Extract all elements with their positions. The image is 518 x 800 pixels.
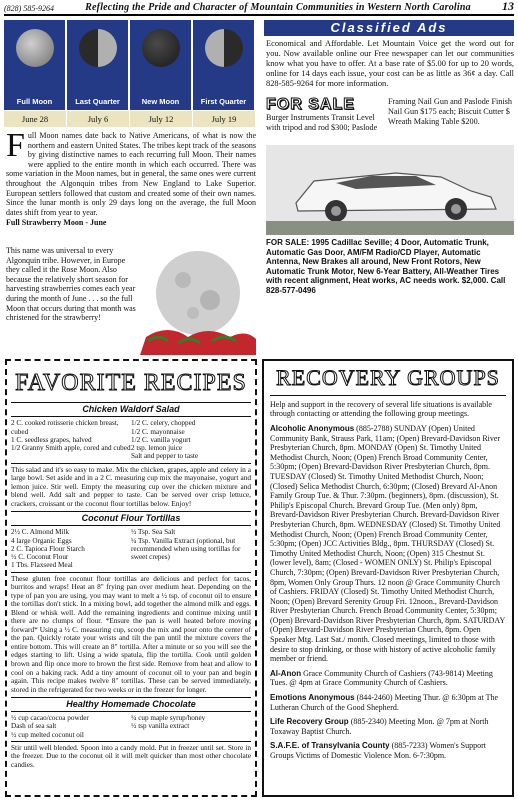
recipe-instructions: These gluten free coconut flour tortillas are delicious and perfect for tacos, burritos and wraps! Heat an 8" frying pan over medium heat. Depending on the type of pan you are using, you may want to melt a ½ tsp. of coconut oil to ensure the tortillas don't stick. In a mixing bowl, add together the almond milk and eggs. Blend or whisk well. Add the remaining ingredients and continue mixing until there are no clumps of flour. *Ensure the pan is well heated before moving forward* Using a ½ C. measuring cup, scoop the mix and pour onto the center of the pan. Quickly rotate your wrists and tilt the pan until the mixture covers the entire bottom. This will create an 8" tortilla. After a minute or so you will see the edges starting to lift. Using a wide spatula, flip the tortilla. Cook until golden brown and flip once more to brown the first side. Remove from heat and allow to cool on a baking rack. Add a tiny amount of coconut oil to your pan and begin again. This recipe makes twelve 8" tortillas. These can be served immediately, stored in the refrigerated for two weeks or in the freezer for longer. bbox=[11, 573, 251, 694]
recovery-group bbox=[270, 717, 506, 736]
recipe-instructions: Stir until well blended. Spoon into a candy mold. Put in freezer until set. Store in the freezer. Due to the coconut oil it will melt quicker than most other chocolate candies. bbox=[11, 742, 251, 769]
recovery-groups-box bbox=[262, 359, 514, 797]
ingredient: ½ Tsp. Sea Salt bbox=[131, 528, 176, 537]
moon-label: Full Moon bbox=[16, 96, 53, 106]
recipe-title: Chicken Waldorf Salad bbox=[11, 402, 251, 417]
ingredient: 2 tsp. lemon juice bbox=[131, 444, 183, 453]
ingredient: 1/2 C. mayonnaise bbox=[131, 427, 185, 436]
ingredient: 1/2 Granny Smith apple, cored and cubed bbox=[11, 444, 131, 453]
last-quarter-moon-icon bbox=[79, 29, 117, 67]
recipe-title: Coconut Flour Tortillas bbox=[11, 511, 251, 526]
classified-intro: Economical and Affordable. Let Mountain Voice get the word out for you. Now available online our Free newspaper can let our communities know what you have to offer. At a base rate of $5.00 for up to 20 words, online for 14 days each issue, your cost can be as little as 36¢ a day. Call 828-585-9264 for more information. bbox=[266, 39, 514, 89]
ingredient: Salt and pepper to taste bbox=[131, 452, 199, 461]
strawberry-moon-image bbox=[138, 245, 258, 355]
strawberry-text: This name was universal to every Algonquin tribe. However, in Europe they called it the Rose Moon. Also because the relatively short season for harvesting strawberries comes each year during the month of June . . . so the full Moon that occurs during that month was christened for the strawberry! bbox=[6, 246, 136, 323]
ingredient-list bbox=[11, 528, 251, 572]
header-tagline: Reflecting the Pride and Character of Mountain Communities in Western North Carolina bbox=[85, 1, 471, 13]
ingredient: 1 Tbs. Flaxseed Meal bbox=[11, 561, 73, 570]
classified-banner: Classified Ads bbox=[264, 20, 514, 36]
drop-cap: F bbox=[6, 127, 25, 164]
group-details: Grace Community Church of Cashiers (743-9814) Meeting Tues. @ 4pm at Grace Community Church of Cashiers. bbox=[270, 668, 493, 688]
car-icon bbox=[266, 145, 514, 235]
recipe-title: Healthy Homemade Chocolate bbox=[11, 697, 251, 712]
strawberry-moon-icon bbox=[138, 245, 258, 355]
first-quarter-moon-icon bbox=[205, 29, 243, 67]
ingredient: 4 large Organic Eggs bbox=[11, 536, 72, 545]
moon-date: June 28 bbox=[4, 111, 66, 127]
ingredient: 1/2 C. vanilla yogurt bbox=[131, 435, 191, 444]
ingredient: 1/2 C. celery, chopped bbox=[131, 419, 196, 428]
car-for-sale-ad: FOR SALE: 1995 Cadillac Seville; 4 Door, Automatic Trunk, Automatic Gas Door, AM/FM Radio/CD Player, Automatic Antenna, New Brakes all around, New Front Rotors, New Automatic Trunk Motor, New 6-Year Battery, All-Weather Tires with recent alignment, Heat works, AC needs work. $2,000. Call 828-577-0496 bbox=[266, 238, 506, 295]
moon-label: First Quarter bbox=[200, 96, 247, 106]
for-sale-ad-right: Framing Nail Gun and Paslode Finish Nail Gun $175 each; Biscuit Cutter $ Wreath Making Table $200. bbox=[388, 97, 512, 126]
recovery-group bbox=[270, 669, 506, 688]
moon-date: July 19 bbox=[193, 111, 255, 127]
recovery-group bbox=[270, 424, 506, 664]
for-sale-heading: FOR SALE bbox=[266, 96, 355, 113]
group-details: (844-2460) Meeting Thur. @ 6:30pm at The Lutheran Church of the Good Shepherd. bbox=[270, 693, 499, 712]
moon-label: Last Quarter bbox=[75, 96, 120, 106]
ingredient: 2½ C. Almond Milk bbox=[11, 528, 70, 537]
recipes-title: FAVORITE RECIPES bbox=[15, 370, 247, 396]
group-details: (885-2788) SUNDAY (Open) United Community Bank, Strauss Park, 11am; (Open) Brevard-Davidson River Presbyterian Church, 8pm. MONDAY (Open) St. Timothy United Methodist Church, Noon; (Open) French Broad Community Center, 5:30pm; (Open) Brevard-Davidson River Presbyterian Church, 8pm. TUESDAY (Closed) St. Timothy United Methodist Church, Noon; (Closed) Selica Methodist Church, 6:30pm; (Closed) Brevard Al-Anon Family Group Tue. & Thur. 7:30pm. (beginners), 8pm. (discussion), St. Philip's Episcopal Church. Brevard Group Tue. (Men only) 8pm, Brevard-Davidson River Presbyterian Church. Brevard-Davidson River Presbyterian Church, 8pm. WEDNESDAY (Closed) St. Timothy United Methodist Church, Noon; (Open) French Broad Community Center, 5:30pm; (Open) JCC Activities Bldg., 8pm. THURSDAY (Closed) St. Timothy United Methodist Church, Noon; (Open) 315 Chestnut St. (lower level), 8am; (Closed - WOMEN ONLY) St. Philip's Episcopal Church, 7:30pm; (Open) Brevard-Davidson River Presbyterian Church, 8pm, Women Only Group Thurs. 12 noon @ Grace Community Church of Cashiers. FRIDAY (Closed) St. Timothy United Methodist Church, Noon; (Open) Brevard Serenity Group Fri. 12noon., Brevard-Davidson River Presbyterian Church. French Broad Community Center, 5:30pm; (Open) Brevard-Davidson River Presbyterian Church, 8pm. SATURDAY (Open) Brevard-Davidson River Presbyterian Church, 8pm. Open Speaker Mtg. Last Sat./ month. Closed meetings, limited to those with desire to stop drinking, or those with history of active alcoholic family member or friend. bbox=[270, 424, 505, 664]
full-moon-icon bbox=[16, 29, 54, 67]
ingredient-list bbox=[11, 714, 251, 742]
favorite-recipes-box bbox=[5, 359, 257, 797]
moon-first-quarter bbox=[193, 20, 255, 110]
ingredient: ¼ cup maple syrup/honey bbox=[131, 714, 206, 723]
moon-date: July 12 bbox=[130, 111, 192, 127]
recovery-group bbox=[270, 741, 506, 760]
group-name: Emotions Anonymous bbox=[270, 693, 355, 703]
moon-date: July 6 bbox=[67, 111, 129, 127]
article-subhead: Full Strawberry Moon - June bbox=[6, 218, 107, 228]
recovery-group bbox=[270, 693, 506, 712]
group-name: Alcoholic Anonymous bbox=[270, 424, 355, 434]
group-details: (885-7233) Women's Support Groups Victims of Domestic Violence Mon. 6-7:30pm. bbox=[270, 741, 487, 761]
header-phone: (828) 585-9264 bbox=[4, 4, 54, 14]
new-moon-icon bbox=[142, 29, 180, 67]
ingredient: 2 C. cooked rotisserie chicken breast, cubed bbox=[11, 419, 119, 436]
ingredient: Dash of sea salt bbox=[11, 722, 57, 731]
moon-new bbox=[130, 20, 192, 110]
moon-last-quarter bbox=[67, 20, 129, 110]
for-sale-ad-left: Burger Instruments Transit Level with tripod and rod $300; Paslode bbox=[266, 113, 378, 132]
page-number: 13 bbox=[501, 0, 514, 14]
group-details: (885-2340) Meeting Mon. @ 7pm at North Toxaway Baptist Church. bbox=[270, 717, 489, 736]
moon-article bbox=[6, 127, 256, 228]
ingredient: ½ tsp vanilla extract bbox=[131, 722, 190, 731]
ingredient: 2 C. Tapioca Flour Starch bbox=[11, 544, 85, 553]
recipe-instructions: This salad and it's so easy to make. Mix the chicken, grapes, apple and celery in a large bowl. Set aside and in a 2 C. measuring cup mix the mayonaise, yogurt and lemon juice. Stir well. Empty the measuring cup over the chicken mixture and blend well. Add salt and pepper to taste. Can be served over crisp lettuce, crackers, croissant or the coconut flour tortillas below. Enjoy! bbox=[11, 464, 251, 508]
ingredient-list bbox=[11, 419, 251, 463]
group-name: S.A.F.E. of Transylvania County bbox=[270, 741, 390, 751]
moon-label: New Moon bbox=[141, 96, 180, 106]
ingredient: ½ C. Coconut Flour bbox=[11, 553, 69, 562]
page-header bbox=[4, 2, 514, 16]
moon-phase-panel bbox=[4, 20, 258, 130]
moon-full bbox=[4, 20, 66, 110]
article-body: ull Moon names date back to Native Americans, of what is now the northern and eastern United States. The tribes kept track of the seasons by giving distinctive names to each recurring full Moon. Their names were applied to the entire month in which each occurred. There was some variation in the Moon names, but in general, the same ones were current throughout the Algonquin tribes from New England to Lake Superior. European settlers followed that custom and created some of their own names. Since the lunar month is only 29 days long on the average, the full Moon dates shift from year to year. bbox=[6, 131, 256, 217]
ingredient: ½ cup melted coconut oil bbox=[11, 730, 84, 739]
recovery-intro: Help and support in the recovery of several life situations is available through contacting or attending the following group meetings. bbox=[270, 399, 492, 419]
group-name: Life Recovery Group bbox=[270, 717, 349, 727]
ingredient: 1 C. seedless grapes, halved bbox=[11, 435, 92, 444]
ingredient: ½ cup cacao/cocoa powder bbox=[11, 714, 89, 723]
recovery-title: RECOVERY GROUPS bbox=[270, 365, 506, 396]
group-name: Al-Anon bbox=[270, 668, 302, 678]
ingredient: ¼ Tsp. Vanilla Extract (optional, but recommended when using tortillas for sweet crepes) bbox=[131, 536, 241, 562]
car-photo bbox=[266, 145, 514, 235]
